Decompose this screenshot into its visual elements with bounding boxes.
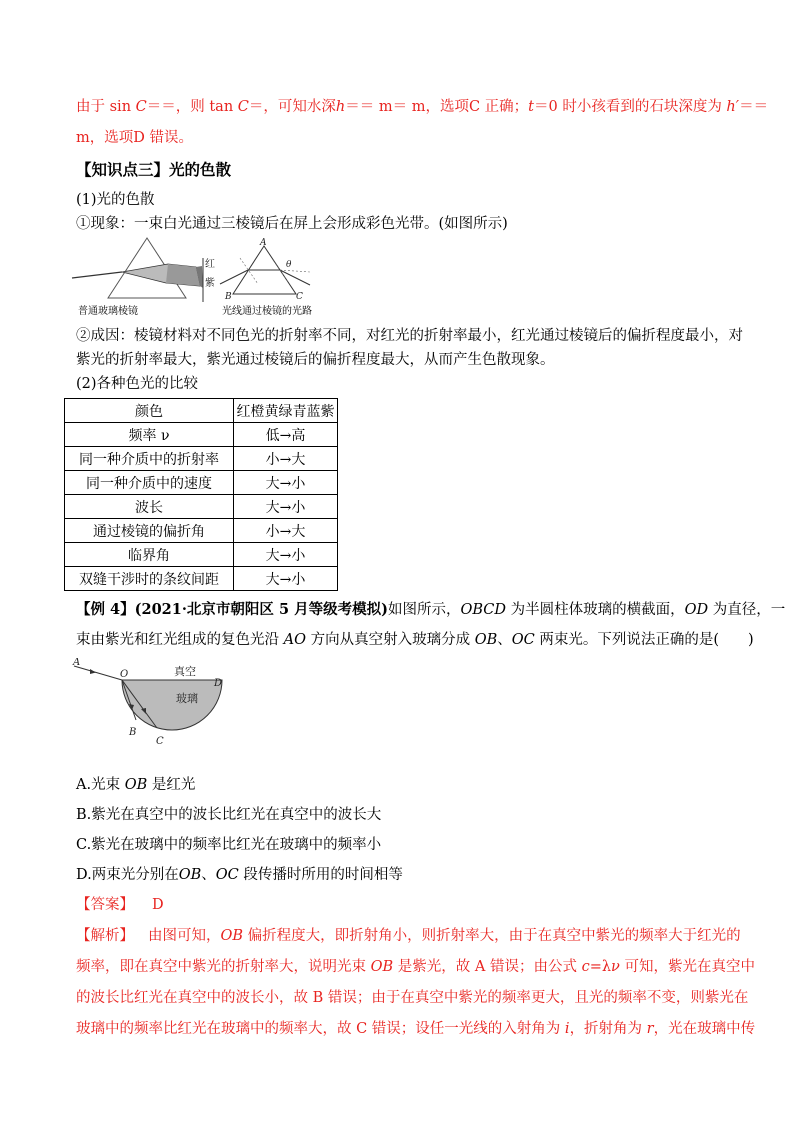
header-cell: 红橙黄绿青蓝紫 (234, 399, 338, 423)
text: t (528, 99, 534, 115)
text: 玻璃中的频率比红光在玻璃中的频率大，故 C 错误；设任一光线的入射角为 (76, 1021, 565, 1037)
option-d (76, 865, 403, 885)
analysis-line-4 (76, 1019, 755, 1039)
text: 段传播时所用的时间相等 (238, 867, 403, 883)
text: A.光束 (76, 777, 125, 793)
table-cell: 通过棱镜的偏折角 (65, 519, 234, 543)
text: i (564, 1021, 570, 1037)
example-tag: 【例 4】 (76, 601, 135, 618)
table-row (65, 519, 338, 543)
table-row (65, 495, 338, 519)
red-label: 红 (205, 259, 215, 270)
section-heading (76, 160, 231, 180)
violet-label: 紫 (205, 278, 215, 289)
text: 偏折程度大，即折射角小，则折射率大，由于在真空中紫光的频率大于红光的 (243, 928, 741, 944)
table-cell: 同一种介质中的速度 (65, 471, 234, 495)
table-cell: 双缝干涉时的条纹间距 (65, 567, 234, 591)
text: 可知，紫光在真空中 (619, 959, 755, 975)
text: OB (178, 867, 202, 883)
analysis-tag: 【解析】 (76, 928, 134, 944)
table-cell: 小→大 (234, 447, 338, 471)
label-vacuum: 真空 (174, 665, 196, 678)
text: ＝＝，则 tan (146, 99, 234, 115)
sub-heading-2: (2)各种色光的比较 (76, 376, 199, 392)
option-b: B.紫光在真空中的波长比红光在真空中的波长大 (76, 807, 382, 823)
fig-left-caption: 普通玻璃棱镜 (78, 306, 138, 317)
glass-prism-figure (72, 238, 203, 302)
svg-text:θ: θ (286, 260, 292, 270)
label-A: A (73, 658, 81, 668)
analysis-line-1 (76, 926, 741, 946)
answer-line (76, 895, 164, 915)
label-glass: 玻璃 (176, 692, 198, 705)
text: ＝＝ m＝ m，选项C 正确； (345, 99, 529, 115)
text: ＝＝ (739, 99, 769, 115)
text: h′ (721, 99, 740, 115)
cause-line-2: 紫光的折射率最大，紫光通过棱镜后的偏折程度最大，从而产生色散现象。 (76, 352, 555, 368)
text: OB (220, 928, 244, 944)
text: OC (215, 867, 239, 883)
text: OC (511, 632, 535, 648)
svg-text:B: B (225, 292, 232, 302)
table-cell: 大→小 (234, 543, 338, 567)
label-O: O (120, 669, 129, 680)
solution-line-2: m，选项D 错误。 (76, 130, 193, 146)
text: OB (474, 632, 498, 648)
text: D.两束光分别在 (76, 867, 179, 883)
cause-line-1: ②成因：棱镜材料对不同色光的折射率不同，对红光的折射率最小，红光通过棱镜后的偏折程度最小，对 (76, 328, 743, 344)
text: 是红光 (147, 777, 196, 793)
table-cell: 大→小 (234, 471, 338, 495)
prism-light-path-figure (220, 238, 310, 302)
table-header-row (65, 399, 338, 423)
semicircle-glass-figure (70, 658, 240, 758)
example4-stem-line-2 (76, 630, 754, 650)
text: OB (124, 777, 148, 793)
sub-heading-1: (1)光的色散 (76, 192, 155, 208)
text: ＝，可知水深 (248, 99, 336, 115)
analysis-line-2 (76, 957, 755, 977)
text: 束由紫光和红光组成的复色光沿 (76, 632, 284, 648)
table-row (65, 447, 338, 471)
color-comparison-table (64, 398, 338, 591)
text: OBCD (460, 602, 506, 618)
table-cell: 低→高 (234, 423, 338, 447)
text: 由图可知， (148, 928, 221, 944)
text: 由于 sin (76, 99, 132, 115)
heading-bracket: 【知识点三】 (76, 160, 170, 179)
text: 、 (497, 632, 512, 648)
text: OD (684, 602, 709, 618)
table-row (65, 471, 338, 495)
text: h (335, 99, 346, 115)
table-cell: 频率 ν (65, 423, 234, 447)
analysis-line-3: 的波长比红光在真空中的波长小，故 B 错误；由于在真空中紫光的频率更大，且光的频率不变，则紫光在 (76, 990, 749, 1006)
text: =λ (589, 959, 612, 975)
text: ，折射角为 (569, 1021, 647, 1037)
text: OB (370, 959, 394, 975)
table-cell: 同一种介质中的折射率 (65, 447, 234, 471)
text: C (233, 99, 249, 115)
text: 频率，即在真空中紫光的折射率大，说明光束 (76, 959, 371, 975)
text: ν (611, 959, 620, 975)
answer-tag: 【答案】 (76, 897, 134, 913)
text: ，光在玻璃中传 (653, 1021, 756, 1037)
example4-stem-line-1 (76, 600, 785, 620)
text: 两束光。下列说法正确的是( ) (534, 632, 754, 648)
table-row (65, 567, 338, 591)
table-cell: 波长 (65, 495, 234, 519)
header-cell: 颜色 (65, 399, 234, 423)
table-cell: 大→小 (234, 567, 338, 591)
text: 为半圆柱体玻璃的横截面， (506, 602, 685, 618)
solution-line-1 (76, 97, 768, 117)
phenomenon-text: ①现象：一束白光通过三棱镜后在屏上会形成彩色光带。(如图所示) (76, 216, 508, 232)
label-C: C (156, 736, 164, 747)
fig-right-caption: 光线通过棱镜的光路 (222, 306, 312, 317)
table-row (65, 543, 338, 567)
table-cell: 大→小 (234, 495, 338, 519)
text: 为直径，一 (708, 602, 786, 618)
text: 、 (201, 867, 216, 883)
text: 方向从真空射入玻璃分成 (305, 632, 475, 648)
example-source: (2021·北京市朝阳区 5 月等级考模拟) (134, 601, 388, 618)
text: c (581, 959, 590, 975)
label-D: D (214, 678, 223, 689)
option-a (76, 775, 195, 795)
text: 是紫光，故 A 错误；由公式 (393, 959, 582, 975)
option-c: C.紫光在玻璃中的频率比红光在玻璃中的频率小 (76, 837, 382, 853)
heading-text: 光的色散 (169, 160, 232, 179)
svg-text:C: C (296, 292, 303, 302)
label-B: B (129, 727, 137, 738)
text: 如图所示， (387, 602, 461, 618)
text: C (131, 99, 147, 115)
text: r (646, 1021, 654, 1037)
text: AO (283, 632, 306, 648)
svg-text:A: A (260, 238, 267, 248)
table-cell: 临界角 (65, 543, 234, 567)
table-row (65, 423, 338, 447)
answer-value: D (152, 897, 164, 913)
text: ＝0 时小孩看到的石块深度为 (533, 99, 722, 115)
table-cell: 小→大 (234, 519, 338, 543)
